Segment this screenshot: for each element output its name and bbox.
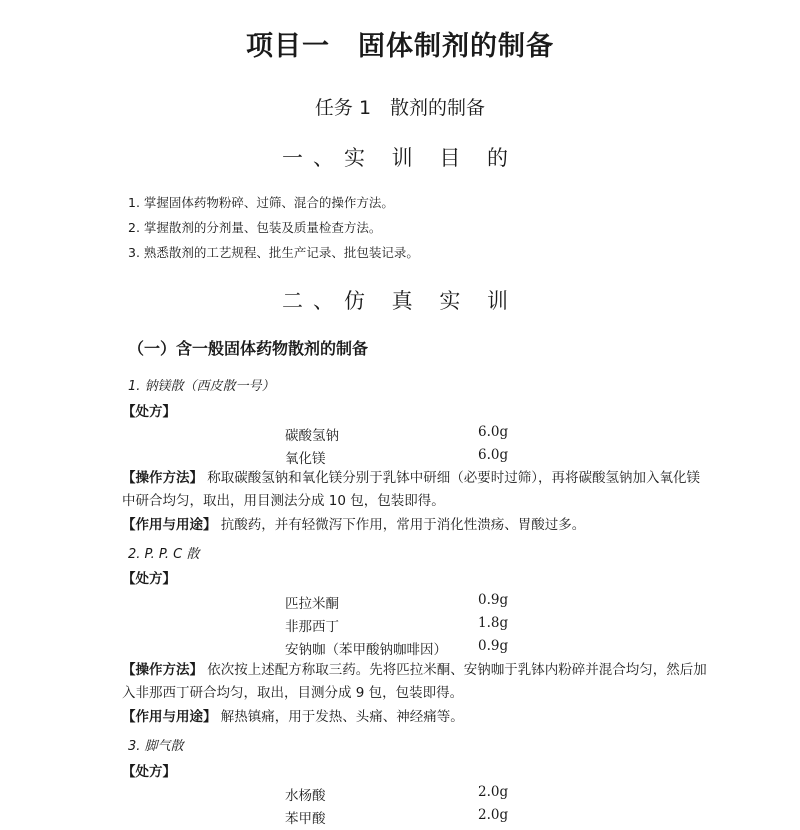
ingredient-amount: 2.0g bbox=[478, 807, 509, 823]
method-paragraph bbox=[122, 659, 712, 705]
use-label: 【作用与用途】 bbox=[122, 709, 217, 725]
ingredient-amount: 0.9g bbox=[478, 592, 509, 608]
use-paragraph bbox=[122, 706, 712, 729]
task-title: 任务 1 散剂的制备 bbox=[314, 97, 486, 119]
method-paragraph bbox=[122, 467, 712, 513]
method-label: 【操作方法】 bbox=[122, 662, 203, 678]
ingredient-name: 匹拉米酮 bbox=[285, 596, 339, 612]
method-text: 称取碳酸氢钠和氧化镁分别于乳钵中研细（必要时过筛），再将碳酸氢钠加入氧化镁中研合均匀，取出，用目测法分成 10 包，包装即得。 bbox=[122, 470, 701, 509]
ingredient-name: 碳酸氢钠 bbox=[285, 428, 339, 444]
prescription-label: 【处方】 bbox=[122, 571, 176, 587]
ingredient-name: 氧化镁 bbox=[285, 451, 326, 467]
ingredient-amount: 6.0g bbox=[478, 447, 509, 463]
prescription-label: 【处方】 bbox=[122, 404, 176, 420]
ingredient-name: 安钠咖（苯甲酸钠咖啡因） bbox=[285, 642, 447, 658]
objective-item: 2. 掌握散剂的分剂量、包装及质量检查方法。 bbox=[128, 220, 382, 235]
formula-name: 3. 脚气散 bbox=[128, 739, 184, 754]
formula-name: 1. 钠镁散（西皮散一号） bbox=[128, 379, 275, 394]
formula-name: 2. P. P. C 散 bbox=[128, 547, 200, 562]
use-paragraph bbox=[122, 514, 712, 537]
prescription-label: 【处方】 bbox=[122, 764, 176, 780]
use-label: 【作用与用途】 bbox=[122, 517, 217, 533]
method-label: 【操作方法】 bbox=[122, 470, 203, 486]
ingredient-name: 苯甲酸 bbox=[285, 811, 326, 827]
use-text: 解热镇痛，用于发热、头痛、神经痛等。 bbox=[220, 709, 464, 725]
ingredient-amount: 2.0g bbox=[478, 784, 509, 800]
page-title: 项目一 固体制剂的制备 bbox=[246, 31, 554, 62]
objective-item: 3. 熟悉散剂的工艺规程、批生产记录、批包装记录。 bbox=[128, 245, 419, 260]
ingredient-name: 水杨酸 bbox=[285, 788, 326, 804]
objective-item: 1. 掌握固体药物粉碎、过筛、混合的操作方法。 bbox=[128, 195, 394, 210]
subsection-heading: （一）含一般固体药物散剂的制备 bbox=[128, 339, 369, 358]
method-text: 依次按上述配方称取三药。先将匹拉米酮、安钠咖于乳钵内粉碎并混合均匀，然后加入非那西丁研合均匀，取出，目测分成 9 包，包装即得。 bbox=[122, 662, 707, 701]
ingredient-amount: 6.0g bbox=[478, 424, 509, 440]
ingredient-name: 非那西丁 bbox=[285, 619, 339, 635]
section-heading-simulation: 二、仿 真 实 训 bbox=[281, 289, 519, 313]
section-heading-objectives: 一、实 训 目 的 bbox=[281, 146, 519, 170]
ingredient-amount: 0.9g bbox=[478, 638, 509, 654]
ingredient-amount: 1.8g bbox=[478, 615, 509, 631]
use-text: 抗酸药，并有轻微泻下作用，常用于消化性溃疡、胃酸过多。 bbox=[220, 517, 586, 533]
